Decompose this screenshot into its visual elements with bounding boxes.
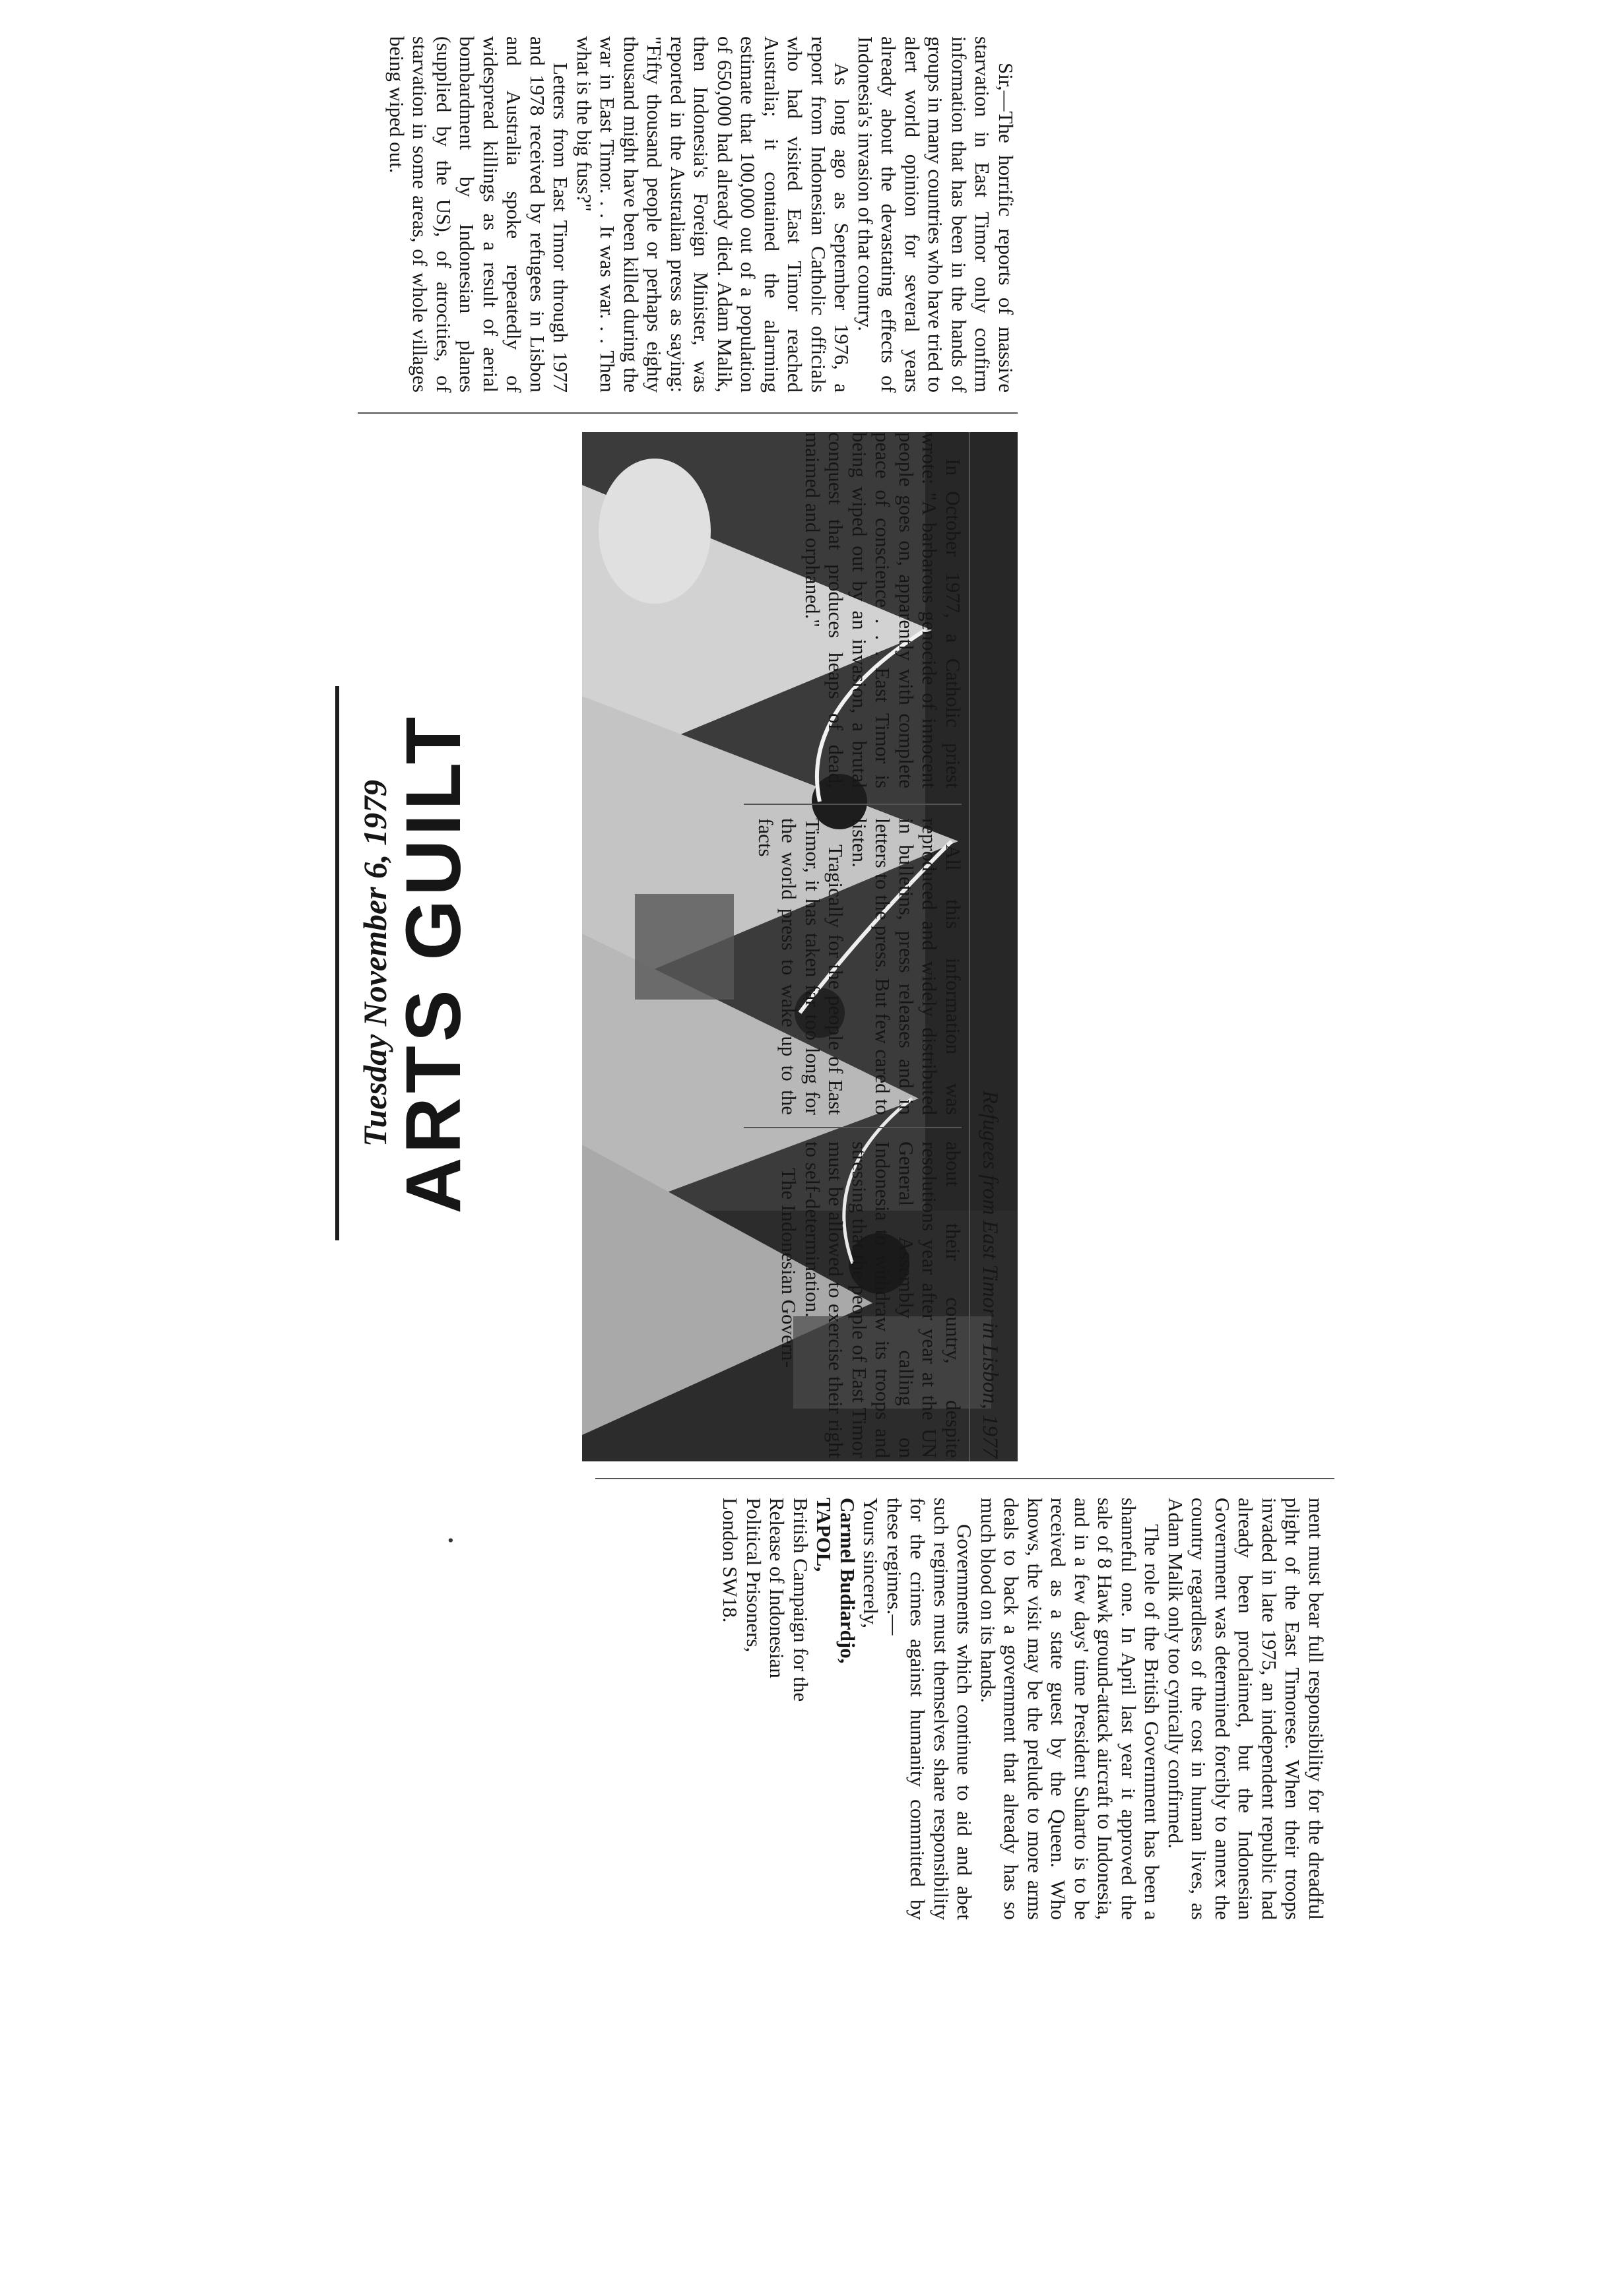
signature-closing: Yours sincerely,	[859, 1498, 883, 1629]
masthead-title: ARTS GUILT	[390, 713, 477, 1214]
signature-address: London SW18.	[719, 1498, 742, 1623]
signature-org-line: Political Prisoners,	[742, 1498, 766, 1653]
scan-mark: •	[441, 1537, 460, 1544]
masthead-date: Tuesday November 6, 1979	[356, 779, 393, 1147]
paragraph: ment must bear full responsibility for the dreadful plight of the East Timorese. When their troops invaded in late 1975, an independent republic had already been proclaimed, but the Indonesian Government was determined forcibly to annex the country regardless of the cost in human lives, as Adam Malik only too cynically confirmed.	[1164, 1498, 1328, 1920]
letter-column-3	[740, 818, 965, 1115]
paragraph: As long ago as September 1976, a report from Indonesian Catholic officials who had visited East Timor reached Australia; it contained the alarming estimate that 100,000 out of a population of 650,000 had already died. Adam Malik, then Indonesia's Foreign Minister, was reported in the Australian press as saying: "Fifty thousand people or perhaps eighty thousand might have been killed during the war in East Timor. . . It was war. . . Then what is the big fuss?"	[573, 36, 854, 393]
signature-org-short: TAPOL,	[812, 1498, 836, 1572]
paragraph: All this information was reproduced and widely distributed in bulletins, press releases and in letters to the press. But few cared to listen.	[848, 818, 965, 1115]
paragraph: In October 1977, a Catholic priest wrote: "A barbarous genocide of innocent people goes on, apparently with complete peace of conscience . . . East Timor is being wiped out by an invasion, a brutal conquest that produces heaps of dead, maimed and orphaned."	[801, 432, 965, 788]
letter-column-2	[740, 432, 965, 788]
letter-column-1	[351, 36, 1018, 393]
paragraph: Tragically for the people of East Timor, it has taken far too long for the world press to wake up to the facts	[754, 818, 848, 1115]
masthead-rule	[335, 686, 339, 1240]
paragraph: Letters from East Timor through 1977 and 1978 received by refugees in Lisbon and Australia spoke repeatedly of widespread killings as a result of aerial bombardment by Indonesian planes (supplied by the US), of atrocities, of starvation in some areas, of whole villages being wiped out.	[385, 36, 573, 393]
photo-caption: Refugees from East Timor in Lisbon, 1977	[978, 1090, 1002, 1458]
masthead	[305, 680, 476, 1247]
caption-rule	[969, 432, 970, 1461]
paragraph: The Indonesian Govern-	[777, 1168, 801, 1368]
paragraph: Sir,—The horrific reports of massive starvation in East Timor only confirm information that has been in the hands of groups in many countries who have tried to alert world opinion for several years already about the devastating effects of Indonesia's invasion of that country.	[854, 36, 1018, 393]
signature-name: Carmel Budiardjo,	[836, 1498, 859, 1664]
paragraph: about their country, despite resolutions year after year at the UN General Assembly calling on Indonesia to withdraw its troops and stressing that the people of East Timor must be allowed to exercise their right to self-determination.	[801, 1141, 965, 1458]
letter-column-5	[589, 1498, 1328, 1920]
signature-org-line: Release of Indonesian	[766, 1498, 789, 1678]
column-divider	[744, 804, 962, 805]
paragraph: The role of the British Government has been a shameful one. In April last year it approved the sale of 8 Hawk ground-attack aircraft to Indonesia, and in a few days' time President Suharto is to be received as a state guest by the Queen. Who knows, the visit may be the prelude to more arms deals to back a government that already has so much blood on its hands.	[977, 1498, 1164, 1920]
signature-org-line: British Campaign for the	[789, 1498, 812, 1702]
column-divider	[744, 1127, 962, 1128]
column-divider	[595, 1478, 1334, 1479]
letter-column-4	[740, 1141, 965, 1458]
column-divider	[358, 412, 1018, 414]
paragraph: Governments which continue to aid and abet such regimes must themselves share responsibility for the crimes against humanity committed by these regimes.—	[883, 1498, 977, 1920]
